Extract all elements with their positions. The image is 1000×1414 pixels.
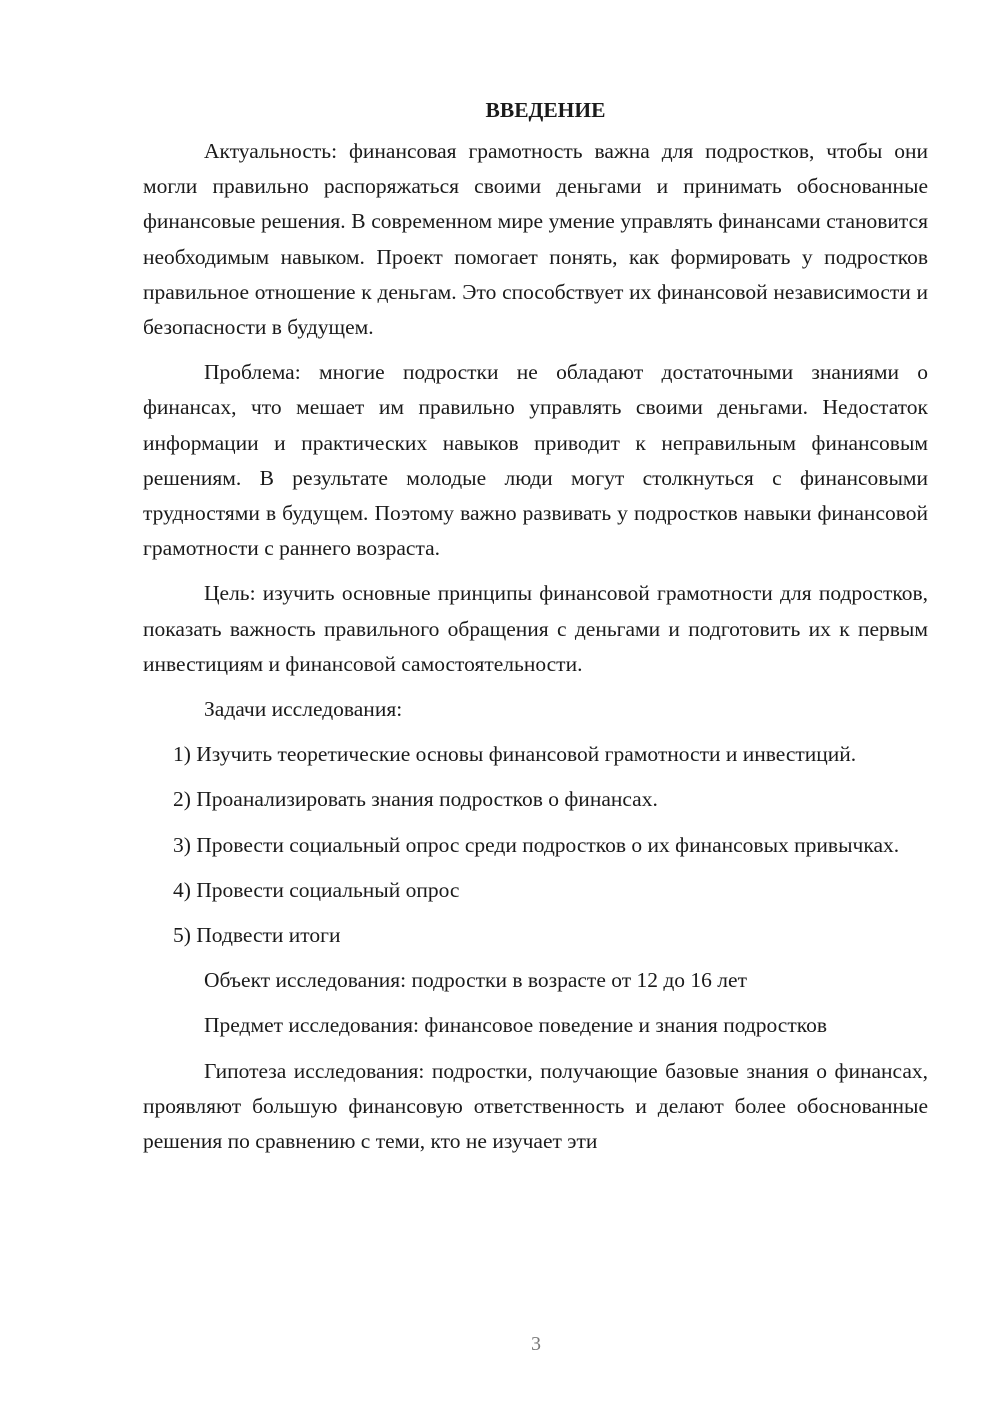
- tasks-heading: Задачи исследования:: [204, 697, 403, 722]
- problem-paragraph: Проблема: многие подростки не обладают достаточными знаниями о финансах, что мешает им правильно управлять своими деньгами. Недостаток информации и практических навыков приводит к неправильным финансовым решениям. В результате молодые люди могут столкнуться с финансовыми трудностями в будущем. Поэтому важно развивать у подростков навыки финансовой грамотности с раннего возраста.: [143, 360, 928, 561]
- research-object: Объект исследования: подростки в возрасте от 12 до 16 лет: [204, 968, 747, 993]
- relevance-paragraph: Актуальность: финансовая грамотность важна для подростков, чтобы они могли правильно распоряжаться своими деньгами и принимать обоснованные финансовые решения. В современном мире умение управлять финансами становится необходимым навыком. Проект помогает понять, как формировать у подростков правильное отношение к деньгам. Это способствует их финансовой независимости и безопасности в будущем.: [143, 139, 928, 340]
- page-number: 3: [531, 1333, 541, 1355]
- task-item: 3) Провести социальный опрос среди подростков о их финансовых привычках.: [173, 832, 900, 857]
- task-item: 5) Подвести итоги: [173, 923, 341, 948]
- page-title: ВВЕДЕНИЕ: [485, 98, 606, 122]
- research-subject: Предмет исследования: финансовое поведение и знания подростков: [204, 1013, 827, 1038]
- research-hypothesis: Гипотеза исследования: подростки, получающие базовые знания о финансах, проявляют большую финансовую ответственность и делают более обоснованные решения по сравнению с теми, кто не изучает эти: [143, 1058, 928, 1154]
- task-item: 1) Изучить теоретические основы финансовой грамотности и инвестиций.: [173, 742, 857, 767]
- goal-paragraph: Цель: изучить основные принципы финансовой грамотности для подростков, показать важность правильного обращения с деньгами и подготовить их к первым инвестициям и финансовой самостоятельности.: [143, 581, 928, 676]
- task-item: 4) Провести социальный опрос: [173, 877, 460, 902]
- task-item: 2) Проанализировать знания подростков о финансах.: [173, 787, 658, 812]
- document-page: [143, 93, 928, 1169]
